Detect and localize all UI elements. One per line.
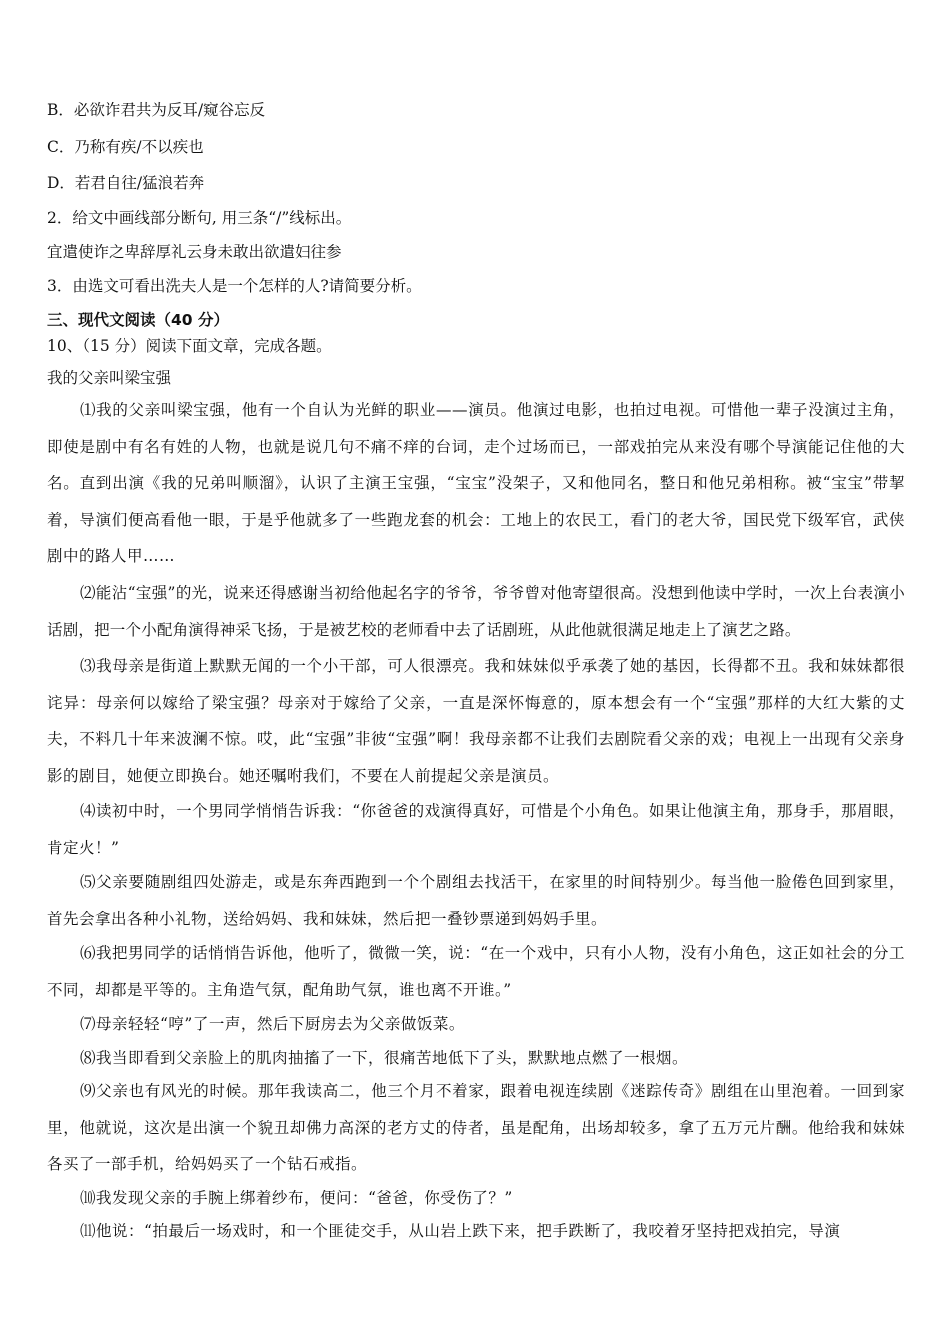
paragraph-2: ⑵能沾“宝强”的光，说来还得感谢当初给他起名字的爷爷，爷爷曾对他寄望很高。没想到他读中学时，一次上台表演小话剧，把一个小配角演得神采飞扬，于是被艺校的老师看中去了话剧班，从此他就很满足地走上了演艺之路。 — [47, 584, 905, 639]
paragraph-3: ⑶我母亲是街道上默默无闻的一个小干部，可人很漂亮。我和妹妹似乎承袭了她的基因，长得都不丑。我和妹妹都很诧异：母亲何以嫁给了梁宝强？母亲对于嫁给了父亲，一直是深怀悔意的，原本想会有一个“宝强”那样的大红大紫的丈夫，不料几十年来波澜不惊。哎，此“宝强”非彼“宝强”啊！我母亲都不让我们去剧院看父亲的戏；电视上一出现有父亲身影的剧目，她便立即换台。她还嘱咐我们，不要在人前提起父亲是演员。 — [47, 657, 905, 785]
question-2: 2．给文中画线部分断句, 用三条“/”线标出。 — [47, 209, 352, 227]
option-b: B．必欲诈君共为反耳/窥谷忘反 — [47, 101, 266, 119]
question-10: 10、（15 分）阅读下面文章，完成各题。 — [47, 337, 332, 355]
paragraph-1: ⑴我的父亲叫梁宝强，他有一个自认为光鲜的职业——演员。他演过电影，也拍过电视。可惜他一辈子没演过主角，即使是剧中有名有姓的人物，也就是说几句不痛不痒的台词，走个过场而已，一部戏拍完从来没有哪个导演能记住他的大名。直到出演《我的兄弟叫顺溜》，认识了主演王宝强，“宝宝”没架子，又和他同名，整日和他兄弟相称。被“宝宝”带挈着，导演们便高看他一眼，于是乎他就多了一些跑龙套的机会：工地上的农民工，看门的老大爷，国民党下级军官，武侠剧中的路人甲…… — [47, 401, 905, 565]
paragraph-6: ⑹我把男同学的话悄悄告诉他，他听了，微微一笑，说：“在一个戏中，只有小人物，没有小角色，这正如社会的分工不同，却都是平等的。主角造气氛，配角助气氛，谁也离不开谁。” — [47, 944, 905, 999]
sentence-to-punctuate: 宜遣使诈之卑辞厚礼云身未敢出欲遣妇往参 — [47, 243, 342, 261]
paragraph-5: ⑸父亲要随剧组四处游走，或是东奔西跑到一个个剧组去找活干，在家里的时间特别少。每当他一脸倦色回到家里，首先会拿出各种小礼物，送给妈妈、我和妹妹，然后把一叠钞票递到妈妈手里。 — [47, 873, 905, 928]
question-3: 3．由选文可看出洗夫人是一个怎样的人?请简要分析。 — [47, 277, 422, 295]
article-title: 我的父亲叫梁宝强 — [47, 369, 172, 387]
option-d: D．若君自往/猛浪若奔 — [47, 174, 205, 192]
paragraph-9: ⑼父亲也有风光的时候。那年我读高二，他三个月不着家，跟着电视连续剧《迷踪传奇》剧组在山里泡着。一回到家里，他就说，这次是出演一个貌丑却佛力高深的老方丈的侍者，虽是配角，出场却较多，拿了五万元片酬。他给我和妹妹各买了一部手机，给妈妈买了一个钻石戒指。 — [47, 1082, 905, 1173]
paragraph-4: ⑷读初中时，一个男同学悄悄告诉我：“你爸爸的戏演得真好，可惜是个小角色。如果让他演主角，那身手，那眉眼，肯定火！” — [47, 802, 905, 857]
section-title: 三、现代文阅读（40 分） — [47, 311, 229, 329]
paragraph-11: ⑾他说：“拍最后一场戏时，和一个匪徒交手，从山岩上跌下来，把手跌断了，我咬着牙坚持把戏拍完，导演 — [80, 1222, 841, 1240]
paragraph-10: ⑽我发现父亲的手腕上绑着纱布，便问：“爸爸，你受伤了？” — [80, 1189, 513, 1207]
paragraph-8: ⑻我当即看到父亲脸上的肌肉抽搐了一下，很痛苦地低下了头，默默地点燃了一根烟。 — [80, 1049, 689, 1067]
paragraph-7: ⑺母亲轻轻“哼”了一声，然后下厨房去为父亲做饭菜。 — [80, 1015, 465, 1033]
option-c: C．乃称有疾/不以疾也 — [47, 138, 204, 156]
